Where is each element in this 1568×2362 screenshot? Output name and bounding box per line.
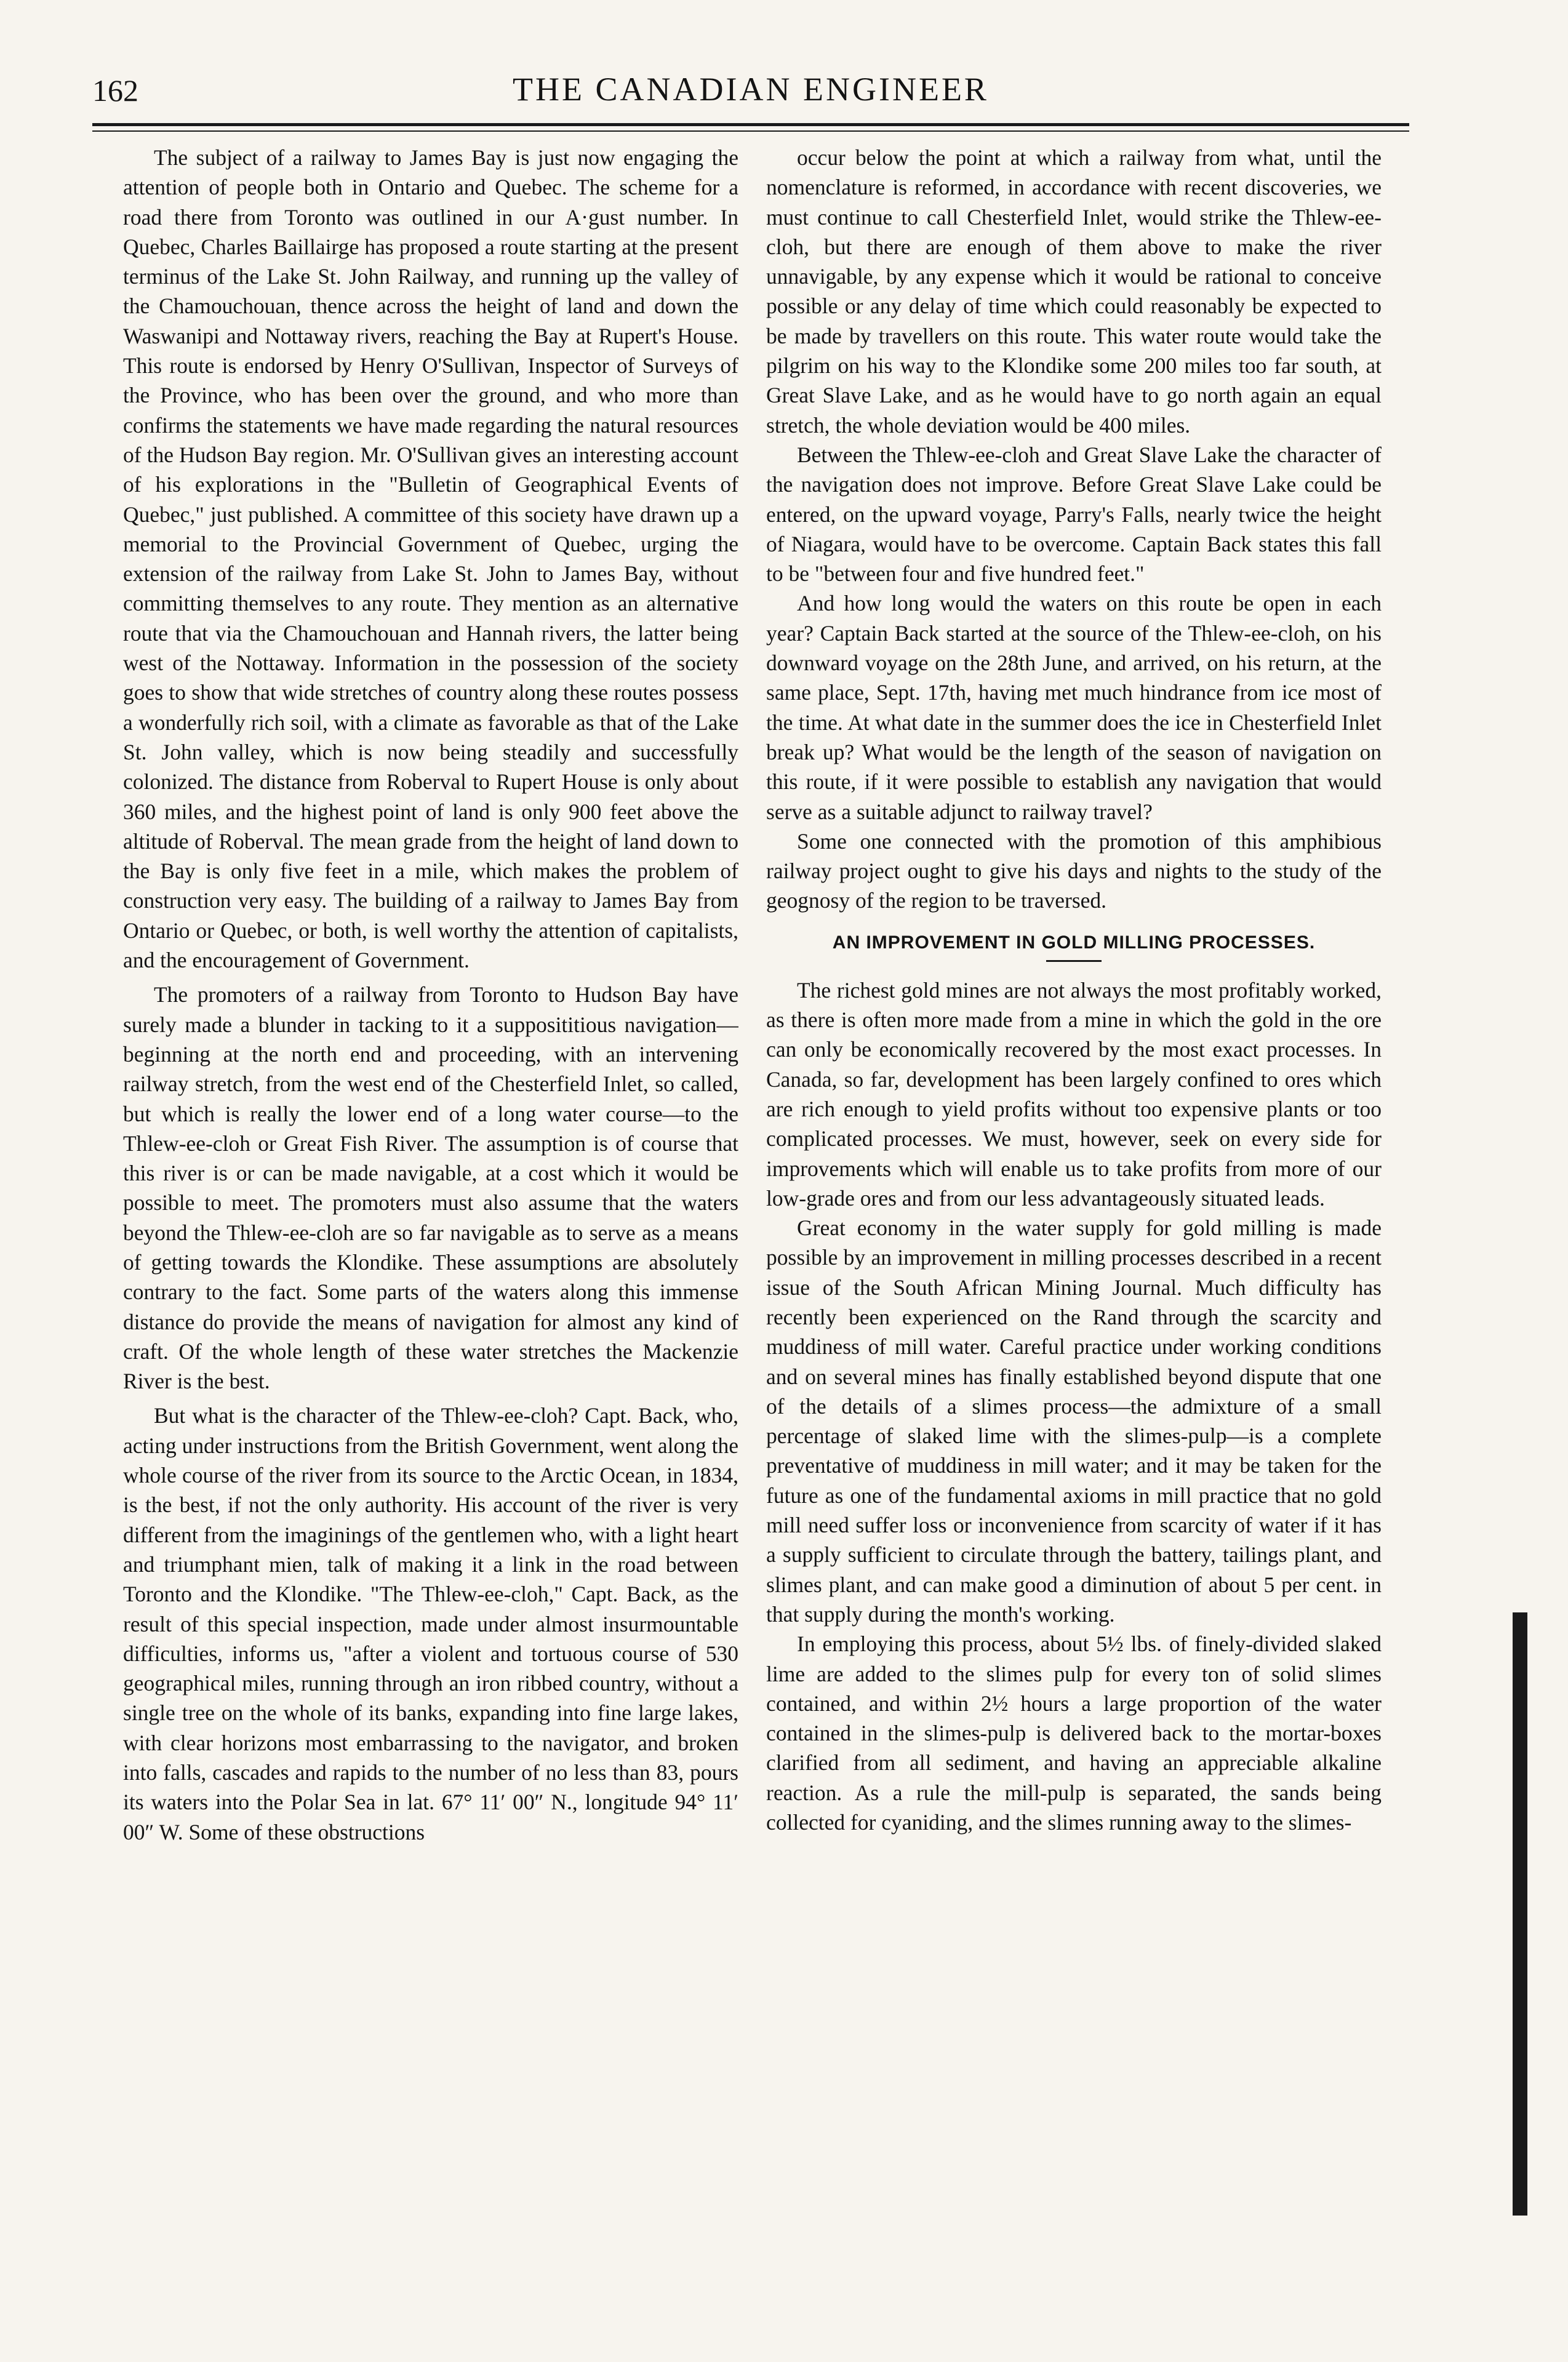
header-rule [92,123,1409,132]
paragraph: occur below the point at which a railway from what, until the nomenclature is reformed, in accordance with recent discoveries, we must continue to call Chesterfield Inlet, would strike the Thlew-ee-cloh, but there are enough of them above to make the river unnavigable, by any expense which it would be rational to conceive possible or any delay of time which could reasonably be expected to be made by travellers on this route. This water route would take the pilgrim on his way to the Klondike some 200 miles too far south, at Great Slave Lake, and as he would have to go north again an equal stretch, the whole deviation would be 400 miles. [766,145,1382,438]
journal-title: THE CANADIAN ENGINEER [513,71,989,108]
paragraph: Some one connected with the promotion of this amphibious railway project ought to give his days and nights to the study of the geognosy of the region to be traversed. [766,828,1382,913]
paragraph: And how long would the waters on this route be open in each year? Captain Back started at the source of the Thlew-ee-cloh, on his downward voyage on the 28th June, and arrived, on his return, at the same place, Sept. 17th, having met much hindrance from ice most of the time. At what date in the summer does the ice in Chesterfield Inlet break up? What would be the length of the season of navigation on this route, if it were possible to establish any navigation that would serve as a suitable adjunct to railway travel? [766,591,1382,824]
paragraph: The subject of a railway to James Bay is just now engaging the attention of people both in Ontario and Quebec. The scheme for a road there from Toronto was outlined in our A·gust number. In Quebec, Charles Baillairge has proposed a route starting at the present terminus of the Lake St. John Railway, and running up the valley of the Chamouchouan, thence across the height of land and down the Waswanipi and Nottaway rivers, reaching the Bay at Rupert's House. This route is endorsed by Henry O'Sullivan, Inspector of Surveys of the Province, who has been over the ground, and who more than confirms the statements we have made regarding the natural resources of the Hudson Bay region. Mr. O'Sullivan gives an interesting account of his explorations in the "Bulletin of Geographical Events of Quebec," just published. A committee of this society have drawn up a memorial to the Provincial Government of Quebec, urging the extension of the railway from Lake St. John to James Bay, without committing themselves to any route. They mention as an alternative route that via the Chamouchouan and Hannah rivers, the latter being west of the Nottaway. Information in the possession of the society goes to show that wide stretches of country along these routes possess a wonderfully rich soil, with a climate as favorable as that of the Lake St. John valley, which is now being steadily and successfully colonized. The distance from Roberval to Rupert House is only about 360 miles, and the highest point of land is only 900 feet above the altitude of Roberval. The mean grade from the height of land down to the Bay is only five feet in a mile, which makes the problem of construction very easy. The building of a railway to James Bay from Ontario or Quebec, or both, is well worthy the attention of capitalists, and the encouragement of Government. [123,145,738,973]
paragraph: But what is the character of the Thlew-ee-cloh? Capt. Back, who, acting under instructions from the British Government, went along the whole course of the river from its source to the Arctic Ocean, in 1834, is the best, if not the only authority. His account of the river is very different from the imaginings of the gentlemen who, with a light heart and triumphant mien, talk of making it a link in the road between Toronto and the Klondike. "The Thlew-ee-cloh," Capt. Back, as the result of this special inspection, made under almost insurmountable difficulties, informs us, "after a violent and tortuous course of 530 geographical miles, running through an iron ribbed country, without a single tree on the whole of its banks, expanding into fine large lakes, with clear horizons most embarrassing to the navigator, and broken into falls, cascades and rapids to the number of no less than 83, pours its waters into the Polar Sea in lat. 67° 11′ 00″ N., longitude 94° 11′ 00″ W. Some of these obstructions [123,1403,738,1844]
paragraph: In employing this process, about 5½ lbs. of finely-divided slaked lime are added to the slimes pulp for every ton of solid slimes contained, and within 2½ hours a large proportion of the water contained in the slimes-pulp is delivered back to the mortar-boxes clarified from all sediment, and having an appreciable alkaline reaction. As a rule the mill-pulp is separated, the sands being collected for cyaniding, and the slimes running away to the slimes- [766,1631,1382,1835]
right-column [766,143,1382,2260]
heading-rule [1046,960,1102,962]
page-header [92,68,1409,117]
left-column [123,143,738,2260]
page-number: 162 [92,73,138,108]
margin-scan-mark [1513,1612,1527,2216]
paragraph: Great economy in the water supply for gold milling is made possible by an improvement in milling processes described in a recent issue of the South African Mining Journal. Much difficulty has recently been experienced on the Rand through the scarcity and muddiness of mill water. Careful practice under working conditions and on several mines has finally established beyond dispute that one of the details of a slimes process—the admixture of a small percentage of slaked lime with the slimes-pulp—is a complete preventative of muddiness in mill water; and it may be taken for the future as one of the fundamental axioms in mill practice that no gold mill need suffer loss or inconvenience from scarcity of water if it has a supply sufficient to circulate through the battery, tailings plant, and slimes plant, and can make good a diminution of about 5 per cent. in that supply during the month's working. [766,1215,1382,1627]
section-heading: AN IMPROVEMENT IN GOLD MILLING PROCESSES. [832,932,1316,953]
paragraph: The richest gold mines are not always the most profitably worked, as there is often more made from a mine in which the gold in the ore can only be economically recovered by the most exact processes. In Canada, so far, development has been largely confined to ores which are rich enough to yield profits without too expensive plants or too complicated processes. We must, however, seek on every side for improvements which will enable us to take profits from more of our low-grade ores and from our less advantageously situated leads. [766,977,1382,1211]
paragraph: The promoters of a railway from Toronto to Hudson Bay have surely made a blunder in tacking to it a supposititious navigation—beginning at the north end and proceeding, with an intervening railway stretch, from the west end of the Chesterfield Inlet, so called, but which is really the lower end of a long water course—to the Thlew-ee-cloh or Great Fish River. The assumption is of course that this river is or can be made navigable, at a cost which it would be possible to meet. The promoters must also assume that the waters beyond the Thlew-ee-cloh are so far navigable as to serve as a means of getting towards the Klondike. These assumptions are absolutely contrary to the fact. Some parts of the waters along this immense distance do provide the means of navigation for almost any kind of craft. Of the whole length of these water stretches the Mackenzie River is the best. [123,982,738,1394]
paragraph: Between the Thlew-ee-cloh and Great Slave Lake the character of the navigation does not improve. Before Great Slave Lake could be entered, on the upward voyage, Parry's Falls, nearly twice the height of Niagara, would have to be overcome. Captain Back states this fall to be "between four and five hundred feet." [766,442,1382,586]
